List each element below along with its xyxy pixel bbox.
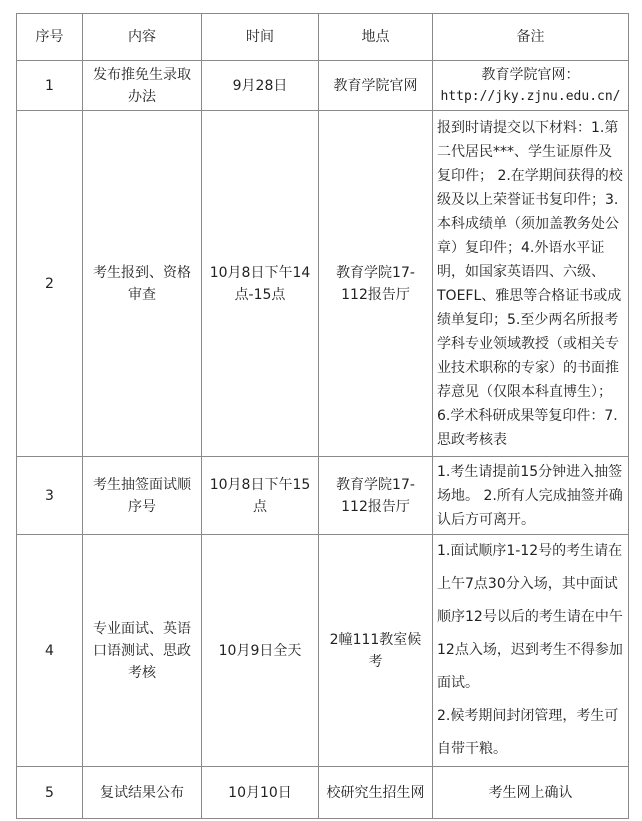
header-note: 备注: [433, 14, 629, 61]
cell-place: 2幢111教室候考: [319, 535, 433, 767]
cell-no: 1: [17, 61, 83, 111]
cell-time: 10月8日下午15点: [202, 457, 319, 535]
table-row: [17, 535, 629, 767]
schedule-table: [16, 13, 629, 819]
cell-time: 10月10日: [202, 767, 319, 819]
header-time: 时间: [202, 14, 319, 61]
note-text: 1.面试顺序1-12号的考生请在上午7点30分入场，其中面试顺序12号以后的考生请在中午12点入场，迟到考生不得参加面试。: [437, 543, 623, 691]
cell-time: 9月28日: [202, 61, 319, 111]
table-row: [17, 61, 629, 111]
table-row: [17, 111, 629, 457]
table-row: [17, 767, 629, 819]
header-content: 内容: [83, 14, 202, 61]
header-row: [17, 14, 629, 61]
cell-note: 考生网上确认: [433, 767, 629, 819]
cell-no: 5: [17, 767, 83, 819]
cell-place: 教育学院17-112报告厅: [319, 111, 433, 457]
header-no: 序号: [17, 14, 83, 61]
note-text: 1.考生请提前15分钟进入抽签场地。 2.所有人完成抽签并确认后方可离开。: [437, 463, 623, 528]
table-row: [17, 457, 629, 535]
cell-place: 教育学院17-112报告厅: [319, 457, 433, 535]
cell-content: 考生报到、资格审查: [83, 111, 202, 457]
cell-content: 考生抽签面试顺序号: [83, 457, 202, 535]
cell-note: [433, 111, 629, 457]
header-place: 地点: [319, 14, 433, 61]
cell-content: 专业面试、英语口语测试、思政考核: [83, 535, 202, 767]
cell-place: 校研究生招生网: [319, 767, 433, 819]
website-link[interactable]: http://jky.zjnu.edu.cn/: [440, 88, 621, 104]
cell-content: 复试结果公布: [83, 767, 202, 819]
note-text: 报到时请提交以下材料：1.第二代居民***、学生证原件及复印件； 2.在学期间获得的校级及以上荣誉证书复印件；3.本科成绩单（须加盖教务处公章）复印件；4.外语水平证明，如国家英语四、六级、TOEFL、雅思等合格证书或成绩单复印；5.至少两名所报考学科专业领域教授（或相关专业技术职称的专家）的书面推荐意见（仅限本科直博生）；6.学术科研成果等复印件：7.思政考核表: [437, 119, 623, 448]
cell-place: 教育学院官网: [319, 61, 433, 111]
cell-time: 10月8日下午14点-15点: [202, 111, 319, 457]
cell-no: 3: [17, 457, 83, 535]
cell-content: 发布推免生录取办法: [83, 61, 202, 111]
cell-note: [433, 457, 629, 535]
note-line: 教育学院官网：: [481, 66, 580, 83]
cell-no: 4: [17, 535, 83, 767]
cell-note: [433, 535, 629, 767]
cell-note: [433, 61, 629, 111]
cell-time: 10月9日全天: [202, 535, 319, 767]
cell-no: 2: [17, 111, 83, 457]
note-text: 2.候考期间封闭管理，考生可自带干粮。: [437, 708, 619, 757]
